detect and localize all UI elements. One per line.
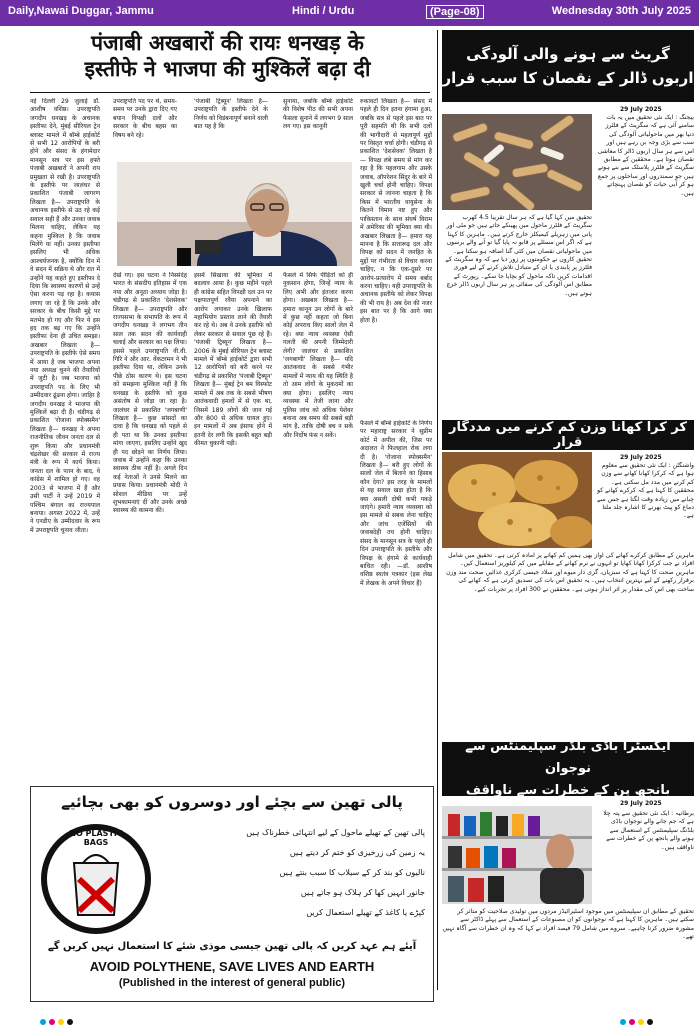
urdu-text-3b: تحقیق کے مطابق ان سپلیمنٹس میں موجود اسٹیرائیڈز مردوں میں تولیدی صلاحیت کو متاثر کر سکتے ہیں۔ ماہرین کا کہنا ہے کہ نوجوانوں کو ان مصنوعات کے استعمال سے پہلے ڈاکٹر سے مشورہ ضرور کرنا چاہیے۔ سروے میں شامل 79 فیصد افراد نے کہا کہ وہ ان خطرات سے آگاہ نہیں تھے۔ — [442, 908, 694, 941]
registration-marks-right — [620, 1010, 656, 1029]
urdu-text-2b: ماہرین کے مطابق کرکرے کھانے کی آواز بھی ہمیں کم کھانے پر آمادہ کرتی ہے۔ تحقیق میں شامل افراد نے جب کرکرا کھانا کھایا تو انہوں نے نرم کھانے کے مقابلے میں کم کیلوریز استعمال کیں۔ ماہرین صحت کا کہنا ہے کہ سبزیاں، گری دار میوے اور سلاد جیسی کرکری غذائیں صحت مند وزن برقرار رکھنے کے لیے بہترین انتخاب ہیں۔ یہ تحقیق اس بات کی تصدیق کرتی ہے کہ کھانے کی ساخت بھی اس کی مقدار پر اثر انداز ہوتی ہے۔ محققین نے 300 افراد پر تجربات کیے۔ — [446, 552, 694, 593]
ad-english-slogan: AVOID POLYTHENE, SAVE LIVES AND EARTH — [89, 959, 375, 974]
hindi-col-1: नई दिल्ली 29 जुलाई डॉ. आशीष वशिष्ठ। उपराष्ट्रपति जगदीप धनखड़ के अचानक इस्तीफा देने, मुंबई सीरियल ट्रेन ब्लास्ट मामले में बॉम्बे हाईकोर्ट से सभी 12 आरोपियों के बरी होने और संसद के हंगामेदार मानसून सत्र पर इस हफ्ते पंजाबी अखबारों ने अपनी राय प्रमुखता से रखी है। उपराष्ट्रपति के इस्तीफे पर जालंधर से प्रकाशित पंजाबी जागरण लिखता है— उपराष्ट्रपति के अचानक इस्तीफे से उठ रहे कई सवाल सही हैं और उनका जवाब मिलना चाहिए, लेकिन यह कहना मुश्किल है कि जवाब मिलेंगे या नहीं। उनका इस्तीफा इसलिए भी अधिक आश्चर्यजनक है, क्योंकि दिन में वे सदन में सक्रिय थे और रात में उन्होंने यह कहते हुए इस्तीफा दे दिया कि स्वास्थ्य कारणों से उन्हें ऐसा करना पड़ रहा है। कयास लगाए जा रहे हैं कि उनके और सरकार के बीच किसी मुद्दे पर मतभेद हो गए और फिर ये इस हद तक बढ़ गए कि उन्होंने इस्तीफा देना ही उचित समझा। अखबार लिखता है— उपराष्ट्रपति के इस्तीफे ऐसे समय में आया है जब भाजपा अपना नया अध्यक्ष चुनने की तैयारियों में जुटी है। जब भाजपा को उपराष्ट्रपति पद के लिए भी उम्मीदवार ढूंढना होगा। जाहिर है जगदीप धनखड़ ने भाजपा की मुश्किलें बढ़ा दी हैं। चंडीगढ़ से प्रकाशित 'रोजाना स्पोक्समैन' लिखता है— धनखड़ ने अपना राजनीतिक जीवन जनता दल से शुरू किया और प्रधानमंत्री चंद्रशेखर की सरकार में राज्य मंत्री के रूप में कार्य किया। जनता दल के पतन के बाद, वे कांग्रेस में शामिल हो गए। वह 2003 से भाजपा में हैं और उसी पार्टी ने उन्हें 2019 में पश्चिम बंगाल का राज्यपाल बनाया। अगस्त 2022 में, उन्हें ने एनडीए के उम्मीदवार के रूप में उपराष्ट्रपति चुनाव जीता। — [30, 98, 100, 534]
urdu-headline-2: کر کرا کھانا وزن کم کرنے میں مددگار قرار — [442, 420, 694, 450]
issue-date: Wednesday 30th July 2025 — [551, 5, 691, 17]
hindi-col-2: देखें गए। इस घटना ने निस्संदेह भारत के संसदीय इतिहास में एक नया और अनूठा अध्याय जोड़ा है। चंडीगढ़ से प्रकाशित 'देशसेवक' लिखता है— उपराष्ट्रपति और राज्यसभा के सभापति के रूप में जगदीप धनखड़ ने लगभग तीन साल तक सदन की कार्यवाही चलाई और सरकार का पक्ष लिया। इससे पहले उपराष्ट्रपति वी.वी. गिरि ने और आर. वेंकटरमन ने भी इस्तीफा दिया था, लेकिन उनके पीछे ठोस कारण थे। इस घटना को समझना मुश्किल नहीं है कि धनखड़ के इस्तीफे को कुछ असंतोष से जोड़ा जा रहा है। जालंधर से प्रकाशित 'जगबाणी' लिखता है— कुछ सांसदों का दावा है कि धनखड़ को पहले से ही पता था कि उनका इस्तीफा मांगा जाएगा, इसलिए उन्होंने खुद ही पद छोड़ने का निर्णय लिया। जवाब में उन्होंने कहा कि उनका स्वास्थ्य ठीक नहीं है। अगले दिन कई नेताओं ने उनसे मिलने का प्रयास किया। प्रधानमंत्री मोदी ने सोशल मीडिया पर उन्हें शुभकामनाएं दीं और उनके अच्छे स्वास्थ्य की कामना की। — [113, 272, 187, 515]
urdu-headline-1: گریٹ سے ہونے والی آلودگی اربوں ڈالر کے نقصان کا سبب قرار — [442, 30, 694, 102]
dhankhar-photo — [117, 162, 352, 266]
hindi-col-5: फैसले में बॉम्बे हाईकोर्ट के निर्णय पर महाराष्ट्र सरकार ने सुप्रीम कोर्ट में अपील की, जिस पर अदालत ने फिलहाल रोक लगा दी है। 'रोजाना स्पोक्समैन' लिखता है— बरी हुए लोगों के सालों जेल में बिताने का हिसाब कौन देगा? इस तरह के मामलों से यह सवाल खड़ा होता है कि क्या असली दोषी कभी पकड़े जाएंगे। हमारी न्याय व्यवस्था को इस मामले से सबक लेना चाहिए और जांच एजेंसियों की जवाबदेही तय होनी चाहिए। संसद के मानसून सत्र के पहले ही दिन उपराष्ट्रपति के इस्तीफे और विपक्ष के हंगामे से कार्यवाही बाधित रही। —डॉ. आशीष वशिष्ठ स्वतंत्र पत्रकार (इस लेख में लेखक के अपने विचार हैं) — [360, 420, 432, 587]
hindi-headline: पंजाबी अखबारों की रायः धनखड़ के इस्तीफे ने भाजपा की मुश्किलें बढ़ा दी — [84, 31, 371, 82]
supplements-photo — [442, 806, 592, 904]
crispy-food-photo — [442, 452, 592, 548]
ad-lines: پالی تھین کے تھیلے ماحول کے لیے انتہائی خطرناک ہیں یہ زمین کی زرخیزی کو ختم کر دیتے ہیں نالیوں کو بند کر کے سیلاب کا سبب بنتے ہیں جانور انہیں کھا کر ہلاک ہو جاتے ہیں کپڑے یا کاغذ کے تھیلے استعمال کریں — [246, 828, 425, 917]
urdu-date-1: 29 July 2025 — [620, 106, 662, 113]
column-divider — [437, 30, 438, 990]
hindi-col-4: फैसले में सिर्फ पीड़ितों को ही नुकसान होगा, जिन्हें न्याय के लिए अभी और इंतजार करना होगा। अखबार लिखता है— हमारा कानून उन लोगों के बारे में कुछ नहीं कहता जो बिना कोई अपराध किए सालों जेल में रहे। क्या न्याय व्यवस्था ऐसी गलती की अपनी जिम्मेदारी लेगी? जालंधर से प्रकाशित 'जगबाणी' लिखता है— यदि आतंकवाद के सबसे गंभीर मामलों में न्याय की यह स्थिति है तो आम लोगों के मुकदमों का क्या होगा। इसलिए न्याय व्यवस्था में तेजी लाना और पुलिस जांच को अधिक पेशेवर बनाना अब समय की सबसे बड़ी मांग है, ताकि दोषी बच न सकें और निर्दोष फंस न सकें। — [283, 272, 353, 439]
urdu-text-1a: بیجنگ : ایک نئی تحقیق میں یہ بات سامنے آئی ہے کہ سگریٹ کے فلٹرز دنیا بھر میں ماحولیاتی آلودگی کی سب سے بڑی وجہ بن رہے ہیں اور اس سے ہر سال اربوں ڈالر کا معاشی نقصان ہوتا ہے۔ محققین کے مطابق سگریٹ کے فلٹرز پلاسٹک سے بنے ہوتے ہیں جو سمندروں اور ساحلوں پر جمع ہو کر آبی حیات کو نقصان پہنچاتے ہیں۔ — [597, 114, 694, 197]
ad-slogan: آیئے ہم عہد کریں کہ پالی تھین جیسی موذی شئے کا استعمال نہیں کریں گے — [47, 941, 417, 952]
urdu-text-1b: تحقیق میں کہا گیا ہے کہ ہر سال تقریباً 4.5 کھرب سگریٹ کے فلٹرز ماحول میں پھینکے جاتے ہیں جو مٹی اور پانی میں زہریلے کیمیکلز خارج کرتے ہیں۔ ماہرین کا کہنا ہے کہ اگر اس مسئلے پر قابو نہ پایا گیا تو آنے والے برسوں میں ماحولیاتی نقصان میں کئی گنا اضافہ ہو سکتا ہے۔ تحقیق کاروں نے حکومتوں پر زور دیا ہے کہ وہ سگریٹ کے فلٹرز پر پابندی یا ان کے متبادل تلاش کرنے کے لیے فوری اقدامات کریں تاکہ ماحول کو بچایا جا سکے۔ رپورٹ کے مطابق اس آلودگی کی صفائی پر ہر سال اربوں ڈالر خرچ ہوتے ہیں۔ — [445, 214, 592, 297]
hindi-col-3-top: 'पंजाबी ट्रिब्यून' लिखता है— उपराष्ट्रपति के इस्तीफे देने के निर्णय को विडंबनापूर्ण बनाने वाली बात यह है कि — [194, 98, 268, 131]
hindi-col-5-top: रुकावटों लिखता है— संसद में पहले ही दिन इतना हंगामा हुआ, जबकि सत्र से पहले इस बात पर पूरी सहमति थी कि सभी दलों की भागीदारी से महत्वपूर्ण मुद्दों पर विस्तृत चर्चा होगी। चंडीगढ़ से प्रकाशित 'देशसेवक' लिखता है— विपक्ष लंबे समय से मांग कर रहा है कि पहलगाम और उसके जवाब, ऑपरेशन सिंदूर के बारे में खुली चर्चा होनी चाहिए। विपक्ष सरकार से जानना चाहता है कि किस में भारतीय वायुसेना के कितने विमान नष्ट हुए और पाकिस्तान के साथ संघर्ष विराम में अमेरिका की भूमिका क्या थी। अखबार लिखता है— हमारा यह मानना है कि सत्तारूढ़ दल और विपक्ष को सदन में जनहित के मुद्दों पर गंभीरता से विचार करना चाहिए, न कि एक-दूसरे पर आरोप-प्रत्यारोप में समय बर्बाद करना चाहिए। यही उपराष्ट्रपति के अचानक इस्तीफे को लेकर विपक्ष की भी राय है। अब देश की नजर इस बात पर है कि आगे क्या होता है। — [360, 98, 432, 324]
hindi-col-4-top: सुनाया, जबकि बॉम्बे हाईकोर्ट की विशेष पीठ की सभी अपना फैसला सुनाने में लगभग 9 साल लग गए। इस कानूनी — [283, 98, 353, 131]
badge-text: NO PLASTIC BAGS — [69, 829, 123, 847]
paper-name: Daily,Nawai Duggar, Jammu — [8, 5, 154, 17]
urdu-text-2a: واشنگٹن : ایک نئی تحقیق سے معلوم ہوا ہے کہ کرکرا کھانا کھانے سے وزن کم کرنے میں مدد مل سکتی ہے۔ محققین کا کہنا ہے کہ کرکرے کھانے کو چبانے میں زیادہ وقت لگتا ہے جس سے دماغ کو پیٹ بھرنے کا اشارہ جلد ملتا ہے۔ — [597, 462, 694, 520]
registration-marks-left — [40, 1010, 76, 1029]
no-plastic-badge — [41, 823, 151, 935]
cigarette-photo — [442, 114, 592, 210]
urdu-date-3: 29 July 2025 — [620, 800, 662, 807]
urdu-date-2: 29 July 2025 — [620, 454, 662, 461]
hindi-col-2-top: उपराष्ट्रपति पद पर थे, समय-समय पर उनके द्वारा दिए गए बयान विपक्षी दलों और सरकार के बीच बहस का विषय बने रहे। — [113, 98, 177, 139]
urdu-text-3a: برطانیہ : ایک نئی تحقیق سے پتہ چلا ہے کہ جم جانے والے نوجوان باڈی بلڈنگ سپلیمنٹس کے استعمال سے ہونے والے بانجھ پن کے خطرات سے ناواقف ہیں۔ — [603, 810, 694, 851]
ad-public-note: (Published in the interest of general public) — [118, 977, 346, 989]
page-number: (Page-08) — [426, 5, 484, 19]
hindi-col-3: इसमें सिखाया की भूमिका में बदलाव आया है। कुछ महीने पहले ही कांग्रेस सहित विपक्षी दल उन पर पक्षपातपूर्ण रवैया अपनाने का आरोप लगाकर उनके खिलाफ महाभियोग प्रस्ताव लाने की तैयारी कर रहे थे। अब वे उनके इस्तीफे को लेकर सरकार से सवाल पूछ रहे हैं। 'पंजाबी ट्रिब्यून' लिखता है— 2006 के मुंबई सीरियल ट्रेन ब्लास्ट मामले में बॉम्बे हाईकोर्ट द्वारा सभी 12 आरोपियों को बरी करने पर चंडीगढ़ से प्रकाशित 'पंजाबी ट्रिब्यून' लिखता है— मुंबई ट्रेन बम विस्फोट मामले में अब तक के सबसे भीषण आतंकवादी हमलों में से एक था, जिसमें 189 लोगों की जान गई और 800 से अधिक घायल हुए। इन मामलों में अब इंसाफ होने में इतनी देर लगी कि इसकी बहुत बड़ी कीमत चुकानी पड़ी। — [194, 272, 272, 448]
polythene-ad — [30, 786, 434, 1002]
urdu-headline-3: ایکسٹرا باڈی بلڈر سپلیمنٹس سے نوجوان بانجھ پن کے خطرات سے ناواقف — [442, 742, 694, 796]
language-label: Hindi / Urdu — [292, 5, 355, 17]
masthead-bar — [0, 0, 699, 26]
ad-title: پالی تھین سے بچئے اور دوسروں کو بھی بچائیے — [61, 793, 403, 811]
headline-rule — [30, 92, 430, 93]
